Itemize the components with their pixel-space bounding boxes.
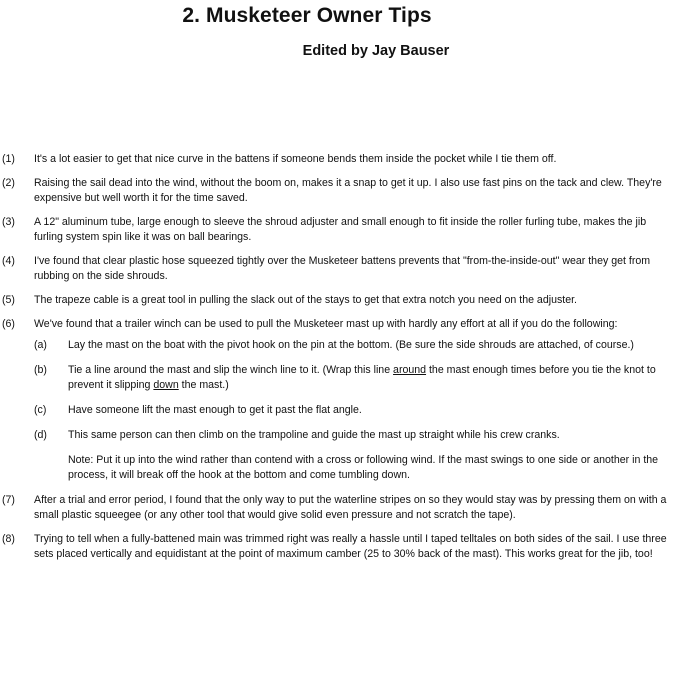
tip-text: Raising the sail dead into the wind, without the boom on, makes it a snap to get it up. I also use fast pins on the tack and clew. They're expensive but well worth it for the time saved.: [34, 177, 662, 204]
tip-text: After a trial and error period, I found that the only way to put the waterline stripes on so they would stay was by pressing them on with a small plastic squeegee (or any other tool that would give solid even pressure and not scratch the tape).: [34, 494, 667, 521]
tip-number: (6): [2, 318, 15, 330]
sub-step-text-part: the mast.): [178, 379, 229, 391]
tip-number: (3): [2, 216, 15, 228]
sub-step-text-part: Tie a line around the mast and slip the winch line to it. (Wrap this line: [68, 364, 394, 376]
tip-number: (7): [2, 494, 15, 506]
underlined-word: down: [153, 379, 179, 391]
tip-item-3: [0, 215, 678, 245]
tip-item-8: [0, 532, 678, 562]
tip-number: (2): [2, 177, 15, 189]
tip-item-6: [0, 317, 678, 483]
sub-step-note: Note: Put it up into the wind rather than contend with a cross or following wind. If the mast swings to one side or another in the process, it will break off the hook at the bottom and come tumbling down.: [68, 454, 659, 481]
tip-number: (4): [2, 255, 15, 267]
tip-number: (5): [2, 294, 15, 306]
sub-step-text-part: the mast enough times before you tie the knot to prevent it slipping: [68, 364, 656, 391]
tip-text: I've found that clear plastic hose squeezed tightly over the Musketeer battens prevents that "from-the-inside-out" wear they get from rubbing on the side shrouds.: [34, 255, 651, 282]
tip-text: We've found that a trailer winch can be used to pull the Musketeer mast up with hardly any effort at all if you do the following:: [34, 318, 618, 330]
tip-item-4: [0, 254, 678, 284]
tip-text: It's a lot easier to get that nice curve in the battens if someone bends them inside the pocket while I tie them off.: [34, 153, 557, 165]
tip-number: (1): [2, 153, 15, 165]
sub-step-text: Have someone lift the mast enough to get it past the flat angle.: [68, 404, 362, 416]
tip-item-1: [0, 152, 678, 167]
tip-number: (8): [2, 533, 15, 545]
sub-step-letter: (b): [34, 364, 47, 376]
sub-step-text: This same person can then climb on the trampoline and guide the mast up straight while his crew cranks.: [68, 429, 560, 441]
sub-steps: [34, 338, 672, 483]
sub-step-text: Lay the mast on the boat with the pivot hook on the pin at the bottom. (Be sure the side shrouds are attached, of course.): [68, 339, 634, 351]
underlined-word: around: [393, 364, 427, 376]
tip-text: The trapeze cable is a great tool in pulling the slack out of the stays to get that extra notch you need on the adjuster.: [34, 294, 577, 306]
sub-step-letter: (a): [34, 339, 47, 351]
sub-step-d: [34, 428, 672, 443]
sub-step-letter: (d): [34, 429, 47, 441]
page-title: 2. Musketeer Owner Tips: [182, 4, 432, 27]
tips-list: [0, 152, 678, 571]
sub-step-a: [34, 338, 672, 353]
tip-item-5: [0, 293, 678, 308]
sub-step-c: [34, 403, 672, 418]
tip-item-7: [0, 493, 678, 523]
tip-item-2: [0, 176, 678, 206]
sub-step-letter: (c): [34, 404, 47, 416]
editor-byline: Edited by Jay Bauser: [302, 43, 450, 59]
sub-step-b: [34, 363, 672, 393]
tip-text: A 12" aluminum tube, large enough to sleeve the shroud adjuster and small enough to fit inside the roller furling tube, makes the jib furling system spin like it was on ball bearings.: [34, 216, 647, 243]
tip-text: Trying to tell when a fully-battened main was trimmed right was really a hassle until I taped telltales on both sides of the sail. I use three sets placed vertically and equidistant at the point of maximum camber (25 to 30% back of the mast). This works great for the jib, too!: [34, 533, 667, 560]
